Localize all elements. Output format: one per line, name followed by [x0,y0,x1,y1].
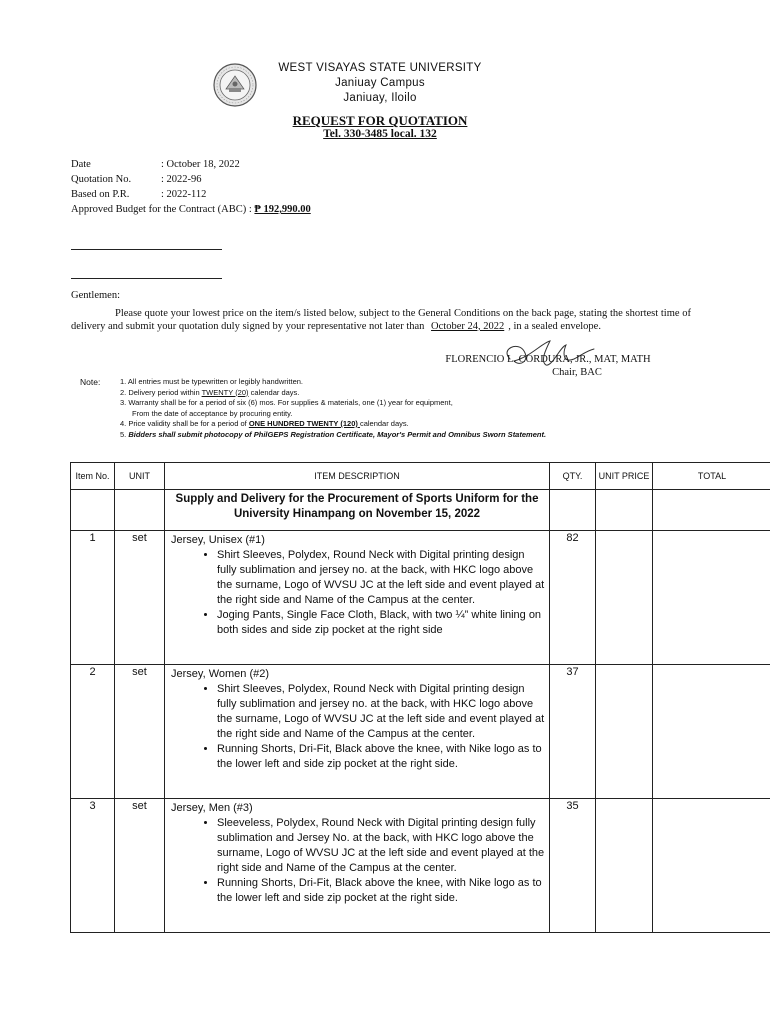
item-total [653,665,770,799]
date-label: Date [71,159,91,170]
quotation-value: : 2022-96 [161,174,202,185]
abc-label: Approved Budget for the Contract (ABC) : [71,204,252,215]
note-2-suffix: calendar days. [248,387,300,397]
quotation-label: Quotation No. [71,174,132,185]
abc-value: ₱ 192,990.00 [254,204,311,215]
note-5-text: Bidders shall submit photocopy of PhilGEPS Registration Certificate, Mayor's Permit and Omnibus Sworn Statement. [128,429,547,439]
list-item: • Sleeveless, Polydex, Round Neck with Digital printing design fully sublimation and Jersey No. at the back, with HKC logo above the surname, Logo of WVSU JC at the left side and event played at the right side and Name of the Campus at the center. [217,816,545,876]
project-row [71,490,770,531]
item-unit-price [596,799,653,933]
signatory-name: FLORENCIO L. CORDURA, JR., MAT, MATH [445,354,651,365]
header-item-no: Item No. [71,463,115,490]
table-header-row [71,463,770,490]
note-1: 1. All entries must be typewritten or legibly handwritten. [120,377,304,386]
item-description [165,665,550,799]
item-unit-price [596,531,653,665]
header-unit: UNIT [115,463,165,490]
item-description [165,799,550,933]
note-3: 3. Warranty shall be for a period of six (6) mos. For supplies & materials, one (1) year for equipment, [120,398,453,407]
item-unit: set [115,665,165,799]
header-qty: QTY. [550,463,596,490]
table-cell [596,490,653,531]
item-number: 1 [71,531,115,665]
signatory-position: Chair, BAC [552,367,602,378]
item-qty: 35 [550,799,596,933]
items-table [70,462,770,933]
salutation: Gentlemen: [71,290,120,301]
notes-list [120,377,590,440]
note-4 [120,419,590,430]
item-qty: 37 [550,665,596,799]
delivery-period: TWENTY (20) [201,387,249,397]
header-unit-price: UNIT PRICE [596,463,653,490]
table-cell [653,490,770,531]
item-unit: set [115,799,165,933]
item-total [653,531,770,665]
pr-row [71,187,311,202]
pr-value: : 2022-112 [161,189,207,200]
note-3-continued: From the date of acceptance by procuring entity. [132,408,293,418]
item-number: 3 [71,799,115,933]
price-validity: ONE HUNDRED TWENTY (120) [248,419,360,428]
quotation-meta [71,157,311,217]
date-value: : October 18, 2022 [161,159,240,170]
document-title: REQUEST FOR QUOTATION [292,113,468,128]
signatory-block [433,353,663,379]
item-qty: 82 [550,531,596,665]
table-cell [550,490,596,531]
abc-row [71,202,311,217]
telephone-line: Tel. 330-3485 local. 132 [323,128,437,140]
list-item: • Running Shorts, Dri-Fit, Black above the knee, with Nike logo as to the lower left and side zip pocket at the right side. [217,742,545,772]
addressee-line-2 [71,278,222,279]
list-item: • Shirt Sleeves, Polydex, Round Neck with Digital printing design fully sublimation and jersey no. at the back, with HKC logo above the surname, Logo of WVSU JC at the left side and event played at the right side and Name of the Campus at the center. [217,548,545,608]
note-2-text: 2. Delivery period within [120,387,202,397]
table-row [71,799,770,933]
item-total [653,799,770,933]
request-text: Please quote your lowest price on the item/s listed below, subject to the General Conditions on the back page, stating the shortest time of delivery and submit your quotation duly signed by your representative not later than [71,308,691,332]
note-5 [120,430,590,441]
note-2 [120,388,590,399]
item-name: Jersey, Unisex (#1) [171,534,265,546]
project-title: Supply and Delivery for the Procurement of Sports Uniform for the University Hinampang on November 15, 2022 [175,493,539,520]
item-description [165,531,550,665]
item-unit-price [596,665,653,799]
campus-location: Janiuay, Iloilo [343,92,417,104]
item-name: Jersey, Men (#3) [171,802,253,814]
note-label: Note: [80,377,101,387]
header-total: TOTAL [653,463,770,490]
note-4-suffix: calendar days. [359,419,409,428]
deadline-date: October 24, 2022 [431,321,505,332]
list-item: • Running Shorts, Dri-Fit, Black above the knee, with Nike logo as to the lower left and side zip pocket at the right side. [217,876,545,906]
header-description: ITEM DESCRIPTION [165,463,550,490]
note-5-number: 5. [120,429,129,439]
list-item: • Shirt Sleeves, Polydex, Round Neck with Digital printing design fully sublimation and jersey no. at the back, with HKC logo above the surname, Logo of WVSU JC at the left side and event played at the right side and Name of the Campus at the center. [217,682,545,742]
quotation-row [71,172,311,187]
item-name: Jersey, Women (#2) [171,668,270,680]
table-cell [115,490,165,531]
letterhead [250,61,510,106]
list-item: • Joging Pants, Single Face Cloth, Black, with two ¼” white lining on both sides and side zip pocket at the right side [217,608,545,638]
date-row [71,157,311,172]
table-row [71,531,770,665]
note-4-text: 4. Price validity shall be for a period of [120,419,249,428]
pr-label: Based on P.R. [71,189,130,200]
campus-name: Janiuay Campus [335,77,425,89]
table-cell [71,490,115,531]
request-paragraph [71,307,691,333]
item-number: 2 [71,665,115,799]
request-text-end: , in a sealed envelope. [508,321,601,332]
item-unit: set [115,531,165,665]
university-name: WEST VISAYAS STATE UNIVERSITY [278,62,482,74]
table-row [71,665,770,799]
project-cell [165,490,550,531]
addressee-line-1 [71,249,222,250]
